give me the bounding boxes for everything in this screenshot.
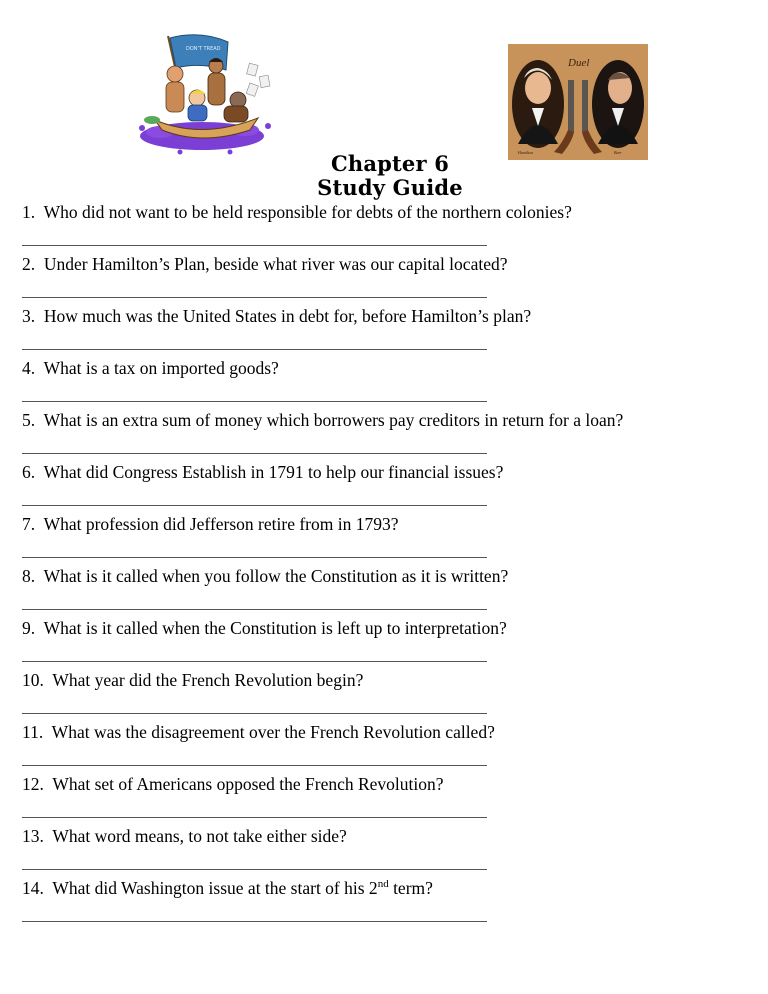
answer-blank-3[interactable] <box>22 327 487 350</box>
question-text: What is it called when the Constitution is left up to interpretation? <box>43 618 507 638</box>
svg-text:Hamilton: Hamilton <box>518 150 534 155</box>
question-number: 4. <box>22 358 36 378</box>
answer-blank-4[interactable] <box>22 379 487 402</box>
question-text: How much was the United States in debt for, before Hamilton’s plan? <box>43 306 532 326</box>
answer-blank-2[interactable] <box>22 275 487 298</box>
answer-blank-12[interactable] <box>22 795 487 818</box>
question-6 <box>22 462 742 483</box>
cartoon-illustration <box>120 28 285 158</box>
question-4 <box>22 358 742 379</box>
answer-blank-13[interactable] <box>22 847 487 870</box>
question-number: 11. <box>22 722 44 742</box>
question-number: 6. <box>22 462 36 482</box>
answer-blank-11[interactable] <box>22 743 487 766</box>
question-14 <box>22 878 742 899</box>
question-2 <box>22 254 742 275</box>
question-text: What did Congress Establish in 1791 to help our financial issues? <box>43 462 504 482</box>
question-text: What profession did Jefferson retire from in 1793? <box>43 514 399 534</box>
answer-blank-9[interactable] <box>22 639 487 662</box>
question-number: 14. <box>22 878 44 898</box>
question-number: 9. <box>22 618 36 638</box>
question-13 <box>22 826 742 847</box>
ordinal-suffix: nd <box>377 878 389 891</box>
question-text: What was the disagreement over the French Revolution called? <box>51 722 495 742</box>
question-text: Under Hamilton’s Plan, beside what river was our capital located? <box>43 254 508 274</box>
hamilton-burr-duel-illustration <box>508 44 648 160</box>
question-text: What did Washington issue at the start of his 2 <box>52 878 378 898</box>
question-number: 10. <box>22 670 44 690</box>
answer-blank-10[interactable] <box>22 691 487 714</box>
question-12 <box>22 774 742 795</box>
page-title-study-guide: Study Guide <box>317 175 463 200</box>
question-text-end: term? <box>388 878 433 898</box>
svg-text:DON'T TREAD: DON'T TREAD <box>186 46 221 52</box>
question-number: 1. <box>22 202 36 222</box>
answer-blank-6[interactable] <box>22 483 487 506</box>
answer-blank-5[interactable] <box>22 431 487 454</box>
question-text: What word means, to not take either side? <box>52 826 347 846</box>
question-number: 2. <box>22 254 36 274</box>
question-9 <box>22 618 742 639</box>
question-1 <box>22 202 742 223</box>
page-title-chapter: Chapter 6 <box>330 151 450 176</box>
answer-blank-1[interactable] <box>22 223 487 246</box>
answer-blank-8[interactable] <box>22 587 487 610</box>
question-number: 5. <box>22 410 36 430</box>
question-text: Who did not want to be held responsible for debts of the northern colonies? <box>43 202 572 222</box>
svg-text:Burr: Burr <box>614 150 622 155</box>
question-11 <box>22 722 742 743</box>
question-text: What set of Americans opposed the French Revolution? <box>52 774 444 794</box>
answer-blank-14[interactable] <box>22 899 487 922</box>
question-3 <box>22 306 742 327</box>
question-10 <box>22 670 742 691</box>
question-text: What is an extra sum of money which borrowers pay creditors in return for a loan? <box>43 410 624 430</box>
question-number: 7. <box>22 514 36 534</box>
question-number: 13. <box>22 826 44 846</box>
question-list <box>22 202 742 930</box>
question-text: What is it called when you follow the Constitution as it is written? <box>43 566 509 586</box>
question-number: 12. <box>22 774 44 794</box>
question-text: What is a tax on imported goods? <box>43 358 279 378</box>
question-8 <box>22 566 742 587</box>
question-number: 8. <box>22 566 36 586</box>
question-text: What year did the French Revolution begin? <box>52 670 364 690</box>
svg-text:Duel: Duel <box>568 57 590 69</box>
question-number: 3. <box>22 306 36 326</box>
answer-blank-7[interactable] <box>22 535 487 558</box>
question-7 <box>22 514 742 535</box>
question-5 <box>22 410 692 431</box>
